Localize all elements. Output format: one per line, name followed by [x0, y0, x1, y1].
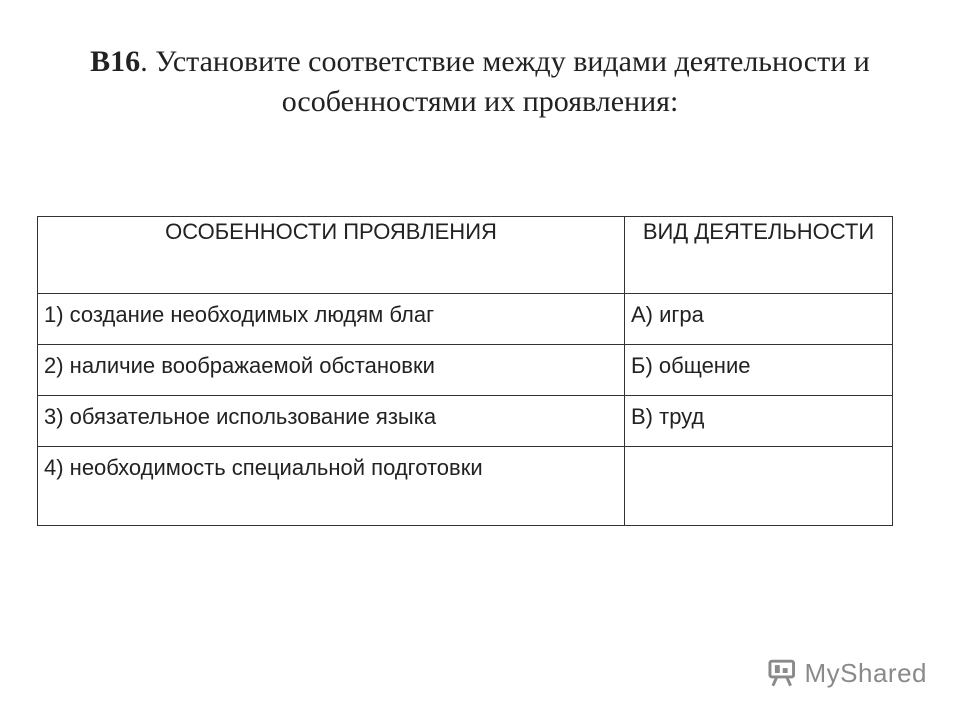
activity-cell: А) игра — [625, 294, 893, 345]
header-features: ОСОБЕННОСТИ ПРОЯВЛЕНИЯ — [38, 217, 625, 294]
activity-cell: В) труд — [625, 396, 893, 447]
table-row — [38, 294, 893, 345]
presentation-board-icon — [767, 658, 797, 688]
task-text: . Установите соответствие между видами деятельности и особенностями их проявления: — [140, 45, 870, 118]
task-title — [40, 42, 920, 122]
watermark-logo — [767, 655, 927, 691]
feature-cell: 1) создание необходимых людям благ — [38, 294, 625, 345]
activity-cell — [625, 447, 893, 526]
task-number: B16 — [90, 45, 141, 78]
feature-cell: 2) наличие воображаемой обстановки — [38, 345, 625, 396]
activity-cell: Б) общение — [625, 345, 893, 396]
feature-cell: 3) обязательное использование языка — [38, 396, 625, 447]
table-header-row — [38, 217, 893, 294]
table-row — [38, 396, 893, 447]
matching-table — [37, 216, 893, 526]
feature-cell: 4) необходимость специальной подготовки — [38, 447, 625, 526]
table-row — [38, 345, 893, 396]
watermark-text: MyShared — [804, 657, 927, 688]
table-row — [38, 447, 893, 526]
header-activity-type: ВИД ДЕЯТЕЛЬНОСТИ — [625, 217, 893, 294]
